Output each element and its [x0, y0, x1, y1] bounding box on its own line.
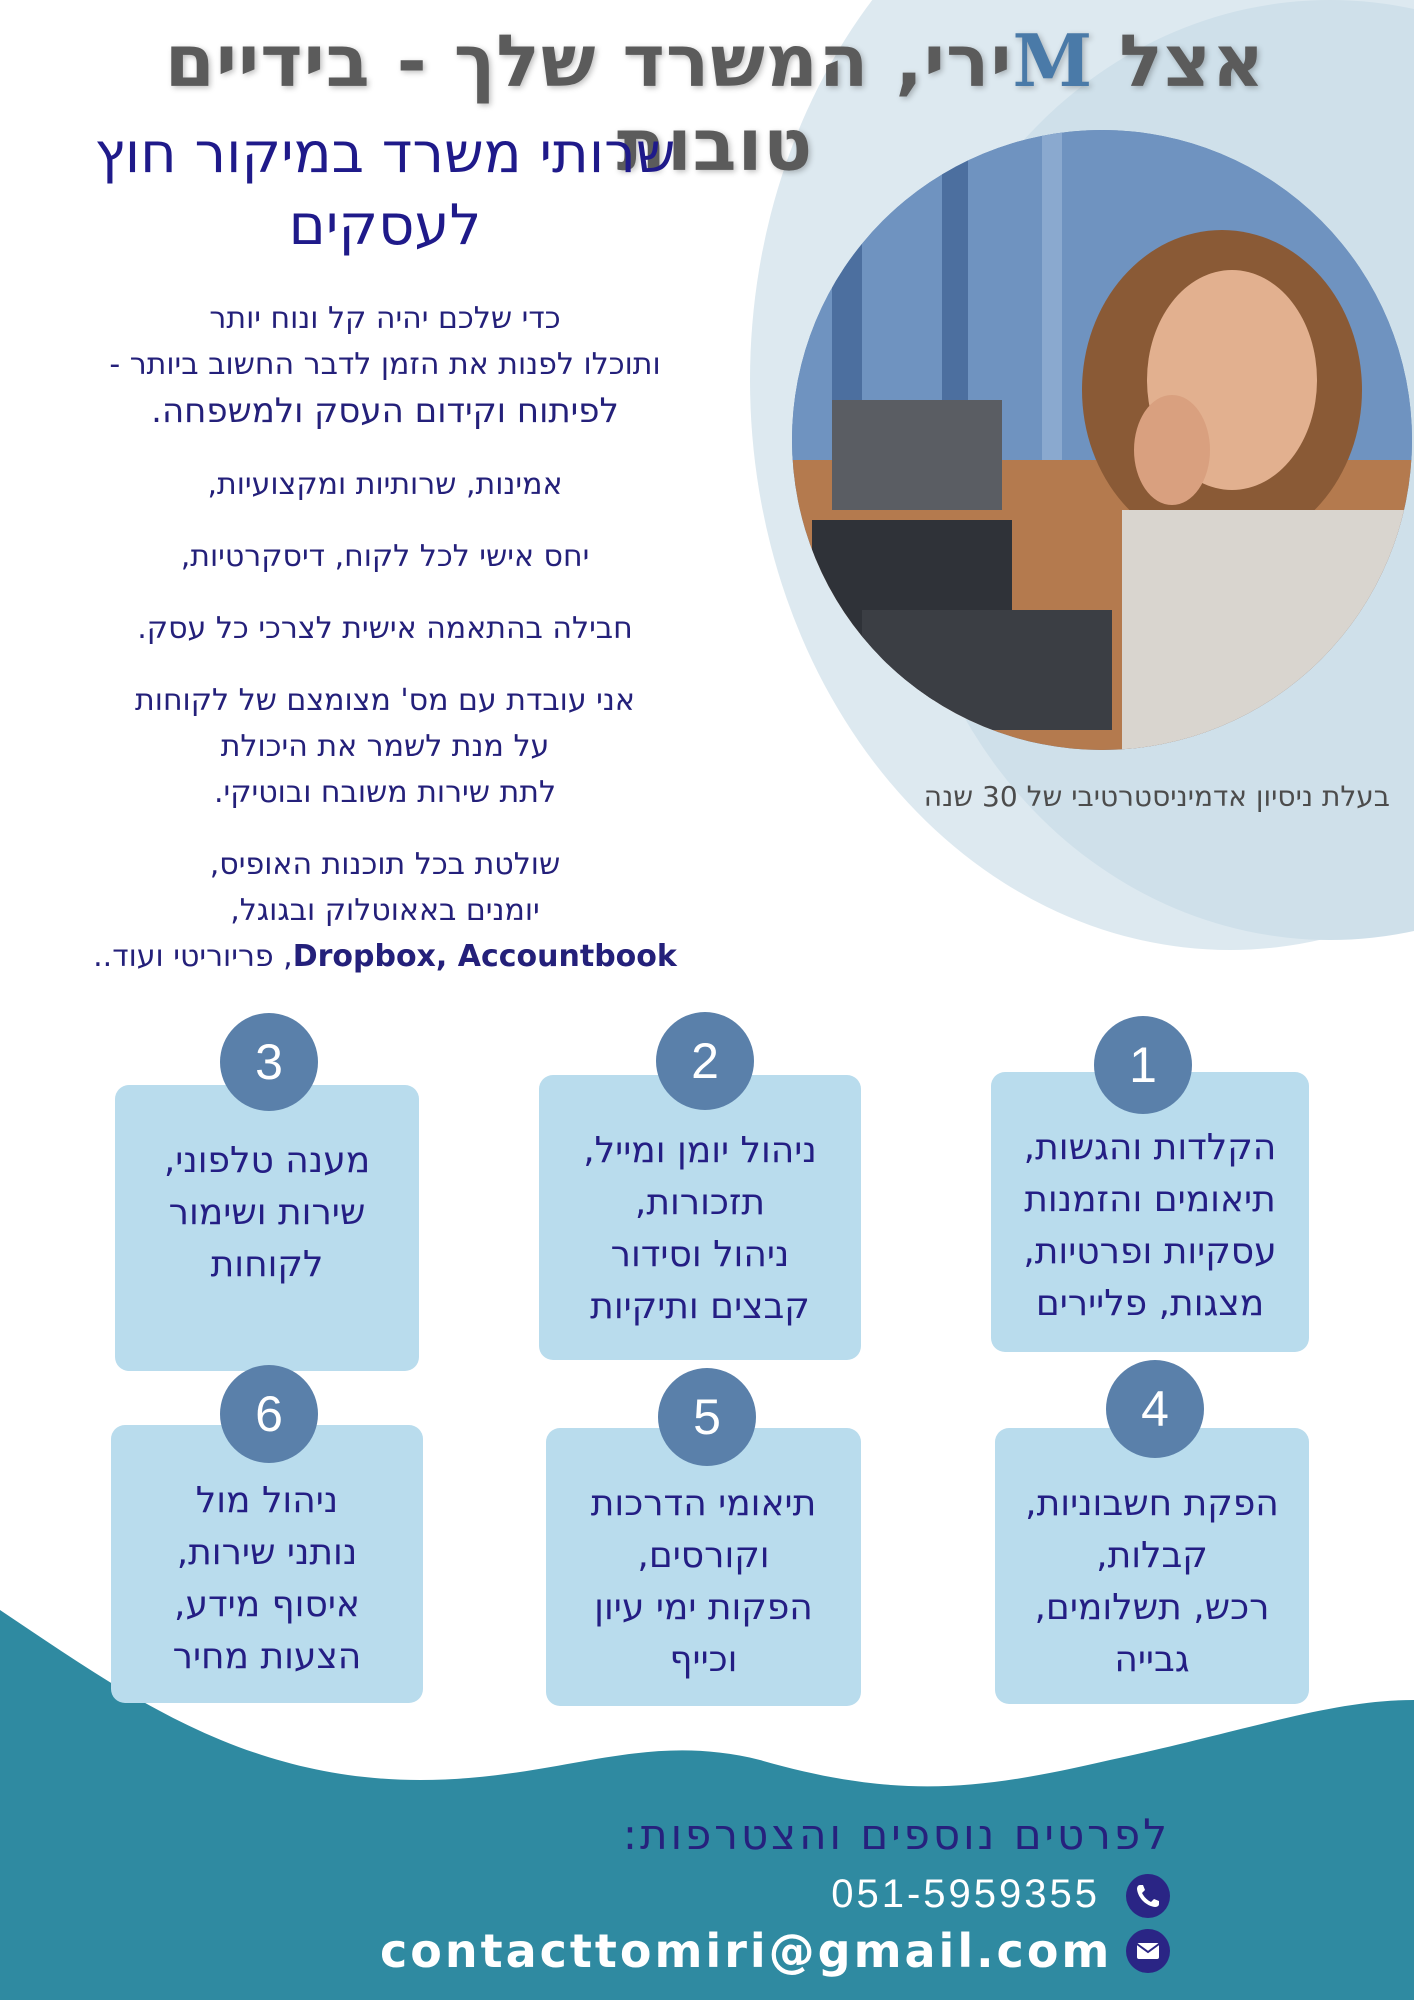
service-line: לקוחות	[210, 1244, 324, 1285]
service-line: וכייף	[669, 1639, 738, 1680]
intro-paragraph-4: חבילה בהתאמה אישית לצרכי כל עסק.	[137, 611, 633, 646]
contact-title: לפרטים נוספים והצטרפות:	[622, 1810, 1170, 1859]
service-line: ניהול וסידור	[610, 1234, 790, 1275]
intro-line: שולטת בכל תוכנות האופיס,	[209, 847, 561, 882]
intro-line: יומנים באאוטלוק ובגוגל,	[230, 893, 540, 928]
service-line: קבלות,	[1096, 1535, 1208, 1576]
service-line: נותני שירות,	[176, 1532, 358, 1573]
service-line: איסוף מידע,	[174, 1584, 360, 1625]
email-icon	[1126, 1929, 1170, 1973]
service-line: מצגות, פליירים	[1035, 1283, 1265, 1324]
service-number-1: 1	[1094, 1016, 1192, 1114]
service-line: הפקת חשבוניות,	[1025, 1483, 1279, 1524]
intro-paragraph-6	[40, 842, 730, 980]
intro-line: לתת שירות משובח ובוטיקי.	[213, 775, 556, 810]
service-line: גבייה	[1114, 1639, 1190, 1680]
service-line: שירות ושימור	[168, 1192, 366, 1233]
intro-line: כדי שלכם יהיה קל ונוח יותר	[209, 301, 561, 336]
intro-paragraph-1	[40, 296, 730, 436]
intro-paragraph-3: יחס אישי לכל לקוח, דיסקרטיות,	[180, 539, 590, 574]
service-box-3	[115, 1085, 419, 1371]
photo-illustration	[792, 130, 1412, 750]
service-box-5	[546, 1428, 861, 1706]
service-box-2	[539, 1075, 861, 1360]
title-prefix: אצל	[1093, 19, 1266, 103]
service-line: ניהול יומן ומייל,	[583, 1130, 817, 1171]
photo-caption: בעלת ניסיון אדמיניסטרטיבי של 30 שנה	[923, 780, 1390, 813]
phone-icon	[1126, 1874, 1170, 1918]
service-line: הפקות ימי עיון	[594, 1587, 813, 1628]
service-line: עסקיות ופרטיות,	[1023, 1231, 1277, 1272]
intro-paragraph-5	[40, 678, 730, 816]
intro-paragraph-2: אמינות, שרותיות ומקצועיות,	[207, 467, 563, 502]
service-line: קבצים ותיקיות	[590, 1286, 810, 1327]
intro-line: , פריוריטי ועוד..	[93, 939, 293, 974]
service-number-4: 4	[1106, 1360, 1204, 1458]
service-number-5: 5	[658, 1368, 756, 1466]
intro-line: ותוכלו לפנות את הזמן לדבר החשוב ביותר -	[109, 347, 661, 382]
service-number-6: 6	[220, 1365, 318, 1463]
intro-line: אני עובדת עם מס' מצומצם של לקוחות	[135, 683, 635, 718]
service-line: תזכורות,	[634, 1182, 766, 1223]
service-box-1	[991, 1072, 1309, 1352]
service-number-3: 3	[220, 1013, 318, 1111]
email-address[interactable]: contacttomiri@gmail.com	[380, 1924, 1113, 1978]
intro-line: על מנת לשמר את היכולת	[220, 729, 550, 764]
service-line: תיאומי הדרכות	[590, 1483, 817, 1524]
title-rest: ירי, המשרד שלך - בידיים טובות	[164, 19, 1013, 187]
intro-line: לפיתוח וקידום העסק ולמשפחה.	[151, 391, 619, 431]
service-line: וקורסים,	[637, 1535, 770, 1576]
service-line: הקלדות והגשות,	[1023, 1127, 1277, 1168]
service-box-4	[995, 1428, 1309, 1704]
title-m-letter: M	[1012, 18, 1094, 103]
profile-photo	[792, 130, 1412, 750]
subtitle: שרותי משרד במיקור חוץ לעסקים	[94, 121, 676, 258]
service-box-6	[111, 1425, 423, 1703]
software-names: Dropbox, Accountbook	[292, 939, 677, 974]
service-number-2: 2	[656, 1012, 754, 1110]
service-line: מענה טלפוני,	[163, 1140, 371, 1181]
service-line: רכש, תשלומים,	[1034, 1587, 1270, 1628]
service-line: ניהול מול	[195, 1480, 339, 1521]
service-line: תיאומים והזמנות	[1024, 1179, 1276, 1220]
phone-number[interactable]: 051-5959355	[831, 1872, 1100, 1916]
intro-text	[40, 296, 730, 1006]
service-line: הצעות מחיר	[172, 1636, 362, 1677]
